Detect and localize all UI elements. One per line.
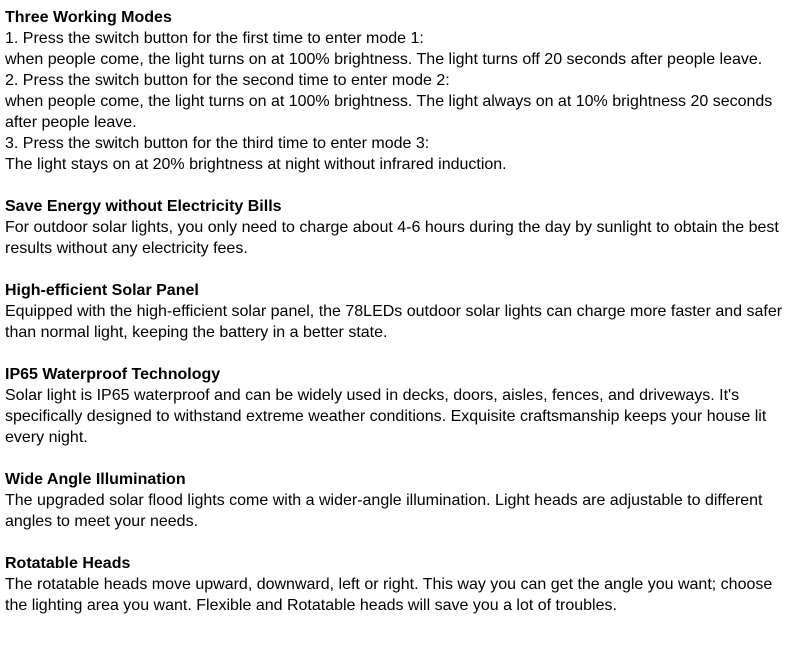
section-paragraph: The rotatable heads move upward, downward, left or right. This way you can get the angle you want; choose the lighting area you want. Flexible and Rotatable heads will save you a lot of troubles. — [5, 576, 777, 614]
section-paragraph: Solar light is IP65 waterproof and can be widely used in decks, doors, aisles, fences, and driveways. It's specifically designed to withstand extreme weather conditions. Exquisite craftsmanship keeps your house lit every night. — [5, 387, 771, 446]
section-paragraph: For outdoor solar lights, you only need to charge about 4-6 hours during the day by sunlight to obtain the best results without any electricity fees. — [5, 219, 784, 257]
section-working-modes — [5, 7, 795, 175]
section-heading: Three Working Modes — [5, 9, 172, 26]
section-wide-angle — [5, 469, 795, 532]
section-heading: High-efficient Solar Panel — [5, 282, 199, 299]
section-heading: Wide Angle Illumination — [5, 471, 186, 488]
section-rotatable-heads — [5, 553, 795, 616]
mode-2-instruction: 2. Press the switch button for the second time to enter mode 2: — [5, 72, 450, 89]
section-waterproof — [5, 364, 795, 448]
section-paragraph: The upgraded solar flood lights come with a wider-angle illumination. Light heads are adjustable to different angles to meet your needs. — [5, 492, 767, 530]
section-solar-panel — [5, 280, 795, 343]
section-heading: Save Energy without Electricity Bills — [5, 198, 282, 215]
section-save-energy — [5, 196, 795, 259]
section-heading: Rotatable Heads — [5, 555, 131, 572]
section-paragraph: Equipped with the high-efficient solar panel, the 78LEDs outdoor solar lights can charge more faster and safer than normal light, keeping the battery in a better state. — [5, 303, 787, 341]
section-heading: IP65 Waterproof Technology — [5, 366, 221, 383]
mode-3-description: The light stays on at 20% brightness at night without infrared induction. — [5, 156, 507, 173]
mode-3-instruction: 3. Press the switch button for the third time to enter mode 3: — [5, 135, 430, 152]
mode-1-description: when people come, the light turns on at 100% brightness. The light turns off 20 seconds after people leave. — [5, 51, 763, 68]
mode-2-description: when people come, the light turns on at 100% brightness. The light always on at 10% brightness 20 seconds after people leave. — [5, 93, 777, 131]
mode-1-instruction: 1. Press the switch button for the first time to enter mode 1: — [5, 30, 424, 47]
